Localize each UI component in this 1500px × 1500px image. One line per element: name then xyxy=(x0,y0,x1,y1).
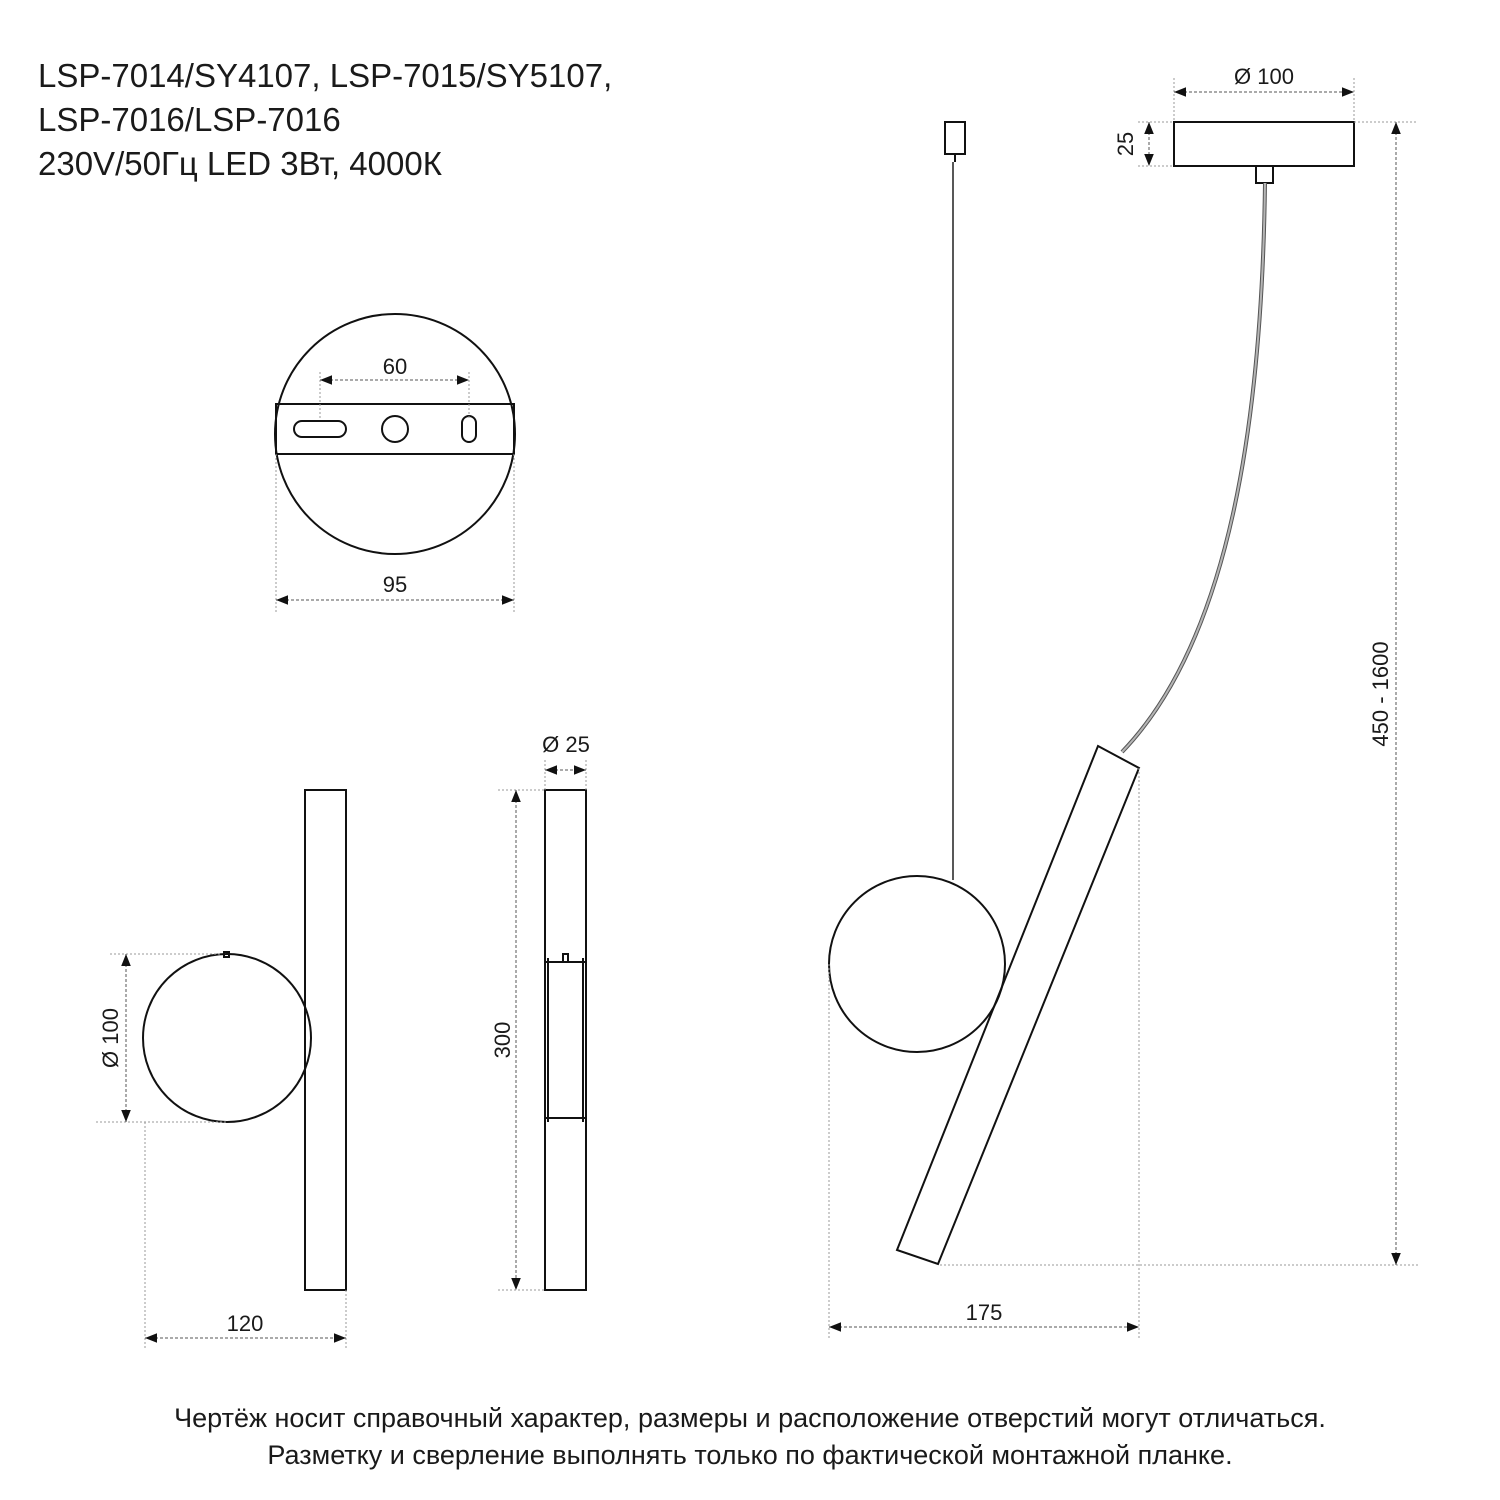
wall-lamp-side-view xyxy=(96,790,346,1348)
electrical-specs: 230V/50Гц LED 3Вт, 4000К xyxy=(38,145,442,182)
canopy-diameter-label: Ø 100 xyxy=(1234,64,1294,89)
plate-width-label: 95 xyxy=(382,572,408,597)
sphere-side xyxy=(143,954,311,1122)
mounting-bracket xyxy=(276,404,514,454)
tube-front xyxy=(545,790,586,1290)
canopy-height-label: 25 xyxy=(1113,131,1138,157)
slot-hole-left xyxy=(294,421,346,437)
disclaimer-line-1: Чертёж носит справочный характер, размеры и расположение отверстий могут отличаться. xyxy=(174,1403,1326,1433)
mounting-plate-view xyxy=(275,314,515,612)
canopy-circle xyxy=(275,314,515,554)
hole-spacing-label: 60 xyxy=(382,354,408,379)
ceiling-canopy xyxy=(1174,122,1354,166)
wall-depth-label: 120 xyxy=(226,1311,264,1336)
tube-diameter-label: Ø 25 xyxy=(542,732,590,757)
wire-clamp xyxy=(945,122,965,154)
power-cable xyxy=(1122,183,1265,752)
wall-lamp-front-view xyxy=(490,732,590,1290)
cable-gland xyxy=(1256,166,1273,183)
model-numbers-line-1: LSP-7014/SY4107, LSP-7015/SY5107, xyxy=(38,57,613,94)
model-numbers-line-2: LSP-7016/LSP-7016 xyxy=(38,101,341,138)
pendant-tube xyxy=(897,746,1139,1264)
pendant-sphere xyxy=(829,876,1005,1052)
sphere-diameter-label: Ø 100 xyxy=(98,1008,123,1068)
pendant-width-label: 175 xyxy=(965,1300,1003,1325)
center-hole xyxy=(382,416,408,442)
pendant-view xyxy=(829,64,1420,1338)
slot-hole-right xyxy=(462,416,476,442)
suspension-height-label: 450 - 1600 xyxy=(1368,641,1393,747)
disclaimer-footer xyxy=(0,1400,1500,1474)
tube-length-label: 300 xyxy=(490,1021,515,1059)
disclaimer-line-2: Разметку и сверление выполнять только по фактической монтажной планке. xyxy=(267,1440,1233,1470)
